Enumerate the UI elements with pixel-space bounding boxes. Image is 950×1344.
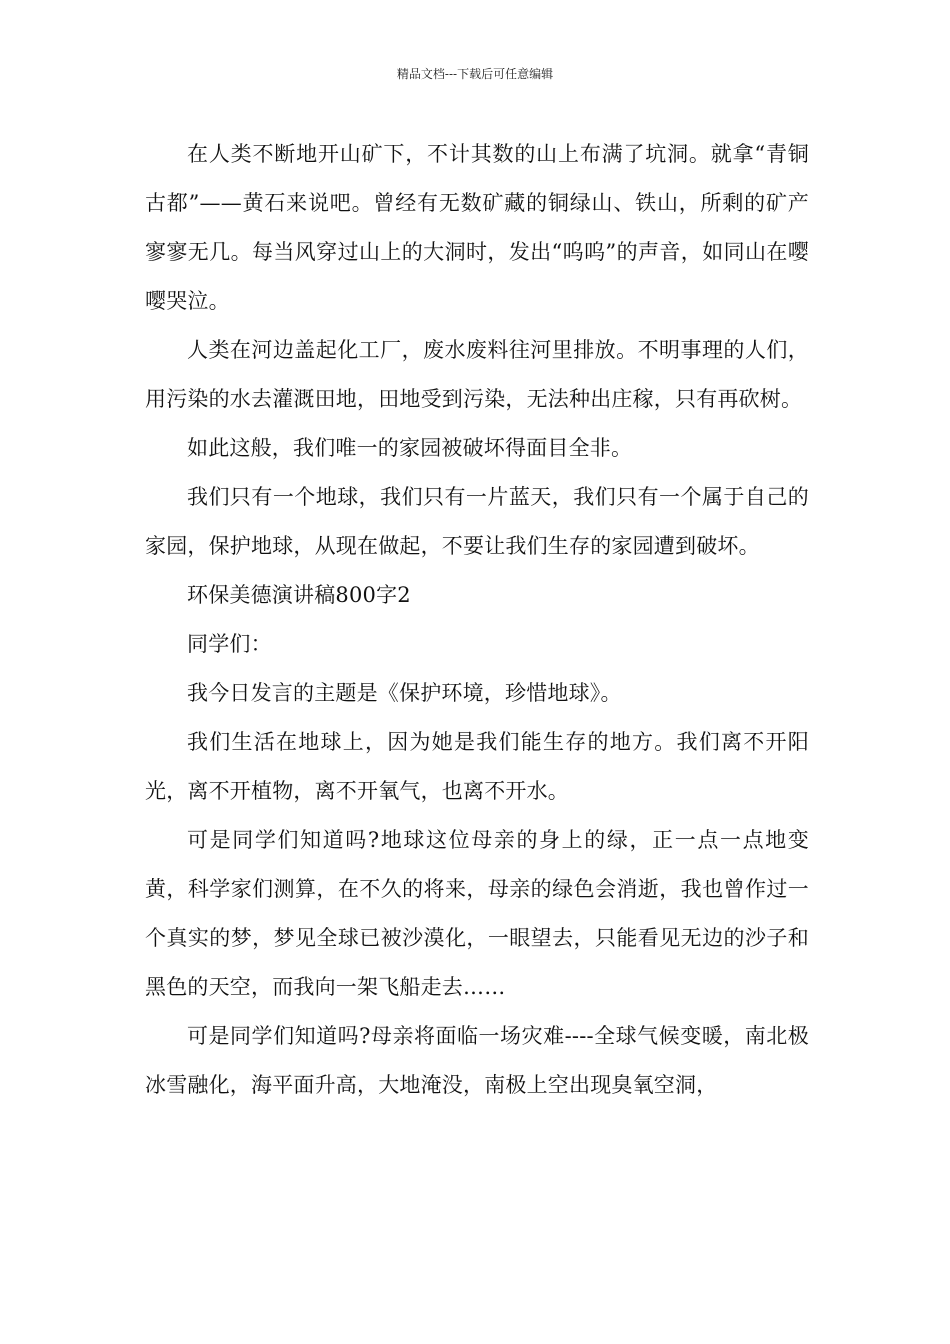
salutation: 同学们： <box>187 632 272 656</box>
paragraph-desertification-dream: 可是同学们知道吗?地球这位母亲的身上的绿，正一点一点地变黄，科学家们测算，在不久的将来，母亲的绿色会消逝，我也曾作过一个真实的梦，梦见全球已被沙漠化，一眼望去，只能看见无边的沙子和黑色的天空，而我向一架飞船走去…… <box>145 828 809 999</box>
paragraph-mining: 在人类不断地开山矿下，不计其数的山上布满了坑洞。就拿“青铜古都”——黄石来说吧。曾经有无数矿藏的铜绿山、铁山，所剩的矿产寥寥无几。每当风穿过山上的大洞时，发出“呜呜”的声音，如同山在嘤嘤哭泣。 <box>145 142 809 313</box>
document-body <box>145 130 809 1110</box>
paragraph-living-on-earth: 我们生活在地球上，因为她是我们能生存的地方。我们离不开阳光，离不开植物，离不开氧气，也离不开水。 <box>145 730 809 803</box>
page-header: 精品文档---下载后可任意编辑 <box>396 67 554 81</box>
paragraph-one-earth: 我们只有一个地球，我们只有一片蓝天，我们只有一个属于自己的家园，保护地球，从现在做起，不要让我们生存的家园遭到破坏。 <box>145 485 809 558</box>
paragraph-climate-warming: 可是同学们知道吗?母亲将面临一场灾难----全球气候变暖，南北极冰雪融化，海平面升高，大地淹没，南极上空出现臭氧空洞， <box>145 1024 809 1097</box>
paragraph-topic: 我今日发言的主题是《保护环境，珍惜地球》。 <box>187 681 622 705</box>
paragraph-chemical-plant: 人类在河边盖起化工厂，废水废料往河里排放。不明事理的人们，用污染的水去灌溉田地，田地受到污染，无法种出庄稼，只有再砍树。 <box>145 338 809 411</box>
paragraph-homeland-destroyed: 如此这般，我们唯一的家园被破坏得面目全非。 <box>187 436 633 460</box>
speech-title: 环保美德演讲稿800字2 <box>187 583 411 607</box>
